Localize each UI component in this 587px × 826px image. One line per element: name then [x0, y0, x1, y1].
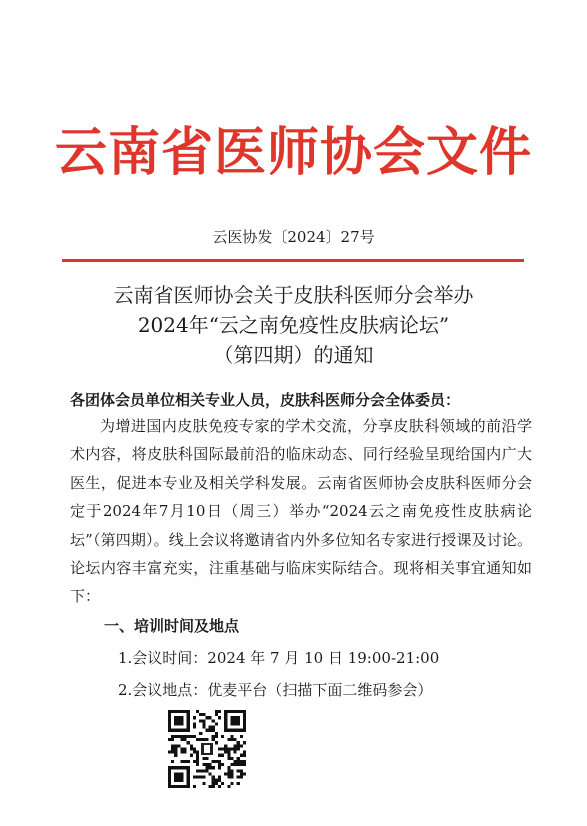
notice-title-line-2: 2024年“云之南免疫性皮肤病论坛”: [137, 313, 450, 337]
salutation: 各团体会员单位相关专业人员，皮肤科医师分会全体委员：: [70, 391, 461, 409]
document-header-title: 云南省医师协会文件: [54, 122, 532, 183]
red-divider: [62, 259, 524, 262]
qr-code-icon[interactable]: [168, 710, 246, 788]
meeting-location: 2.会议地点：优麦平台（扫描下面二维码参会）: [118, 681, 433, 699]
body-paragraph: 为增进国内皮肤免疫专家的学术交流，分享皮肤科领域的前沿学术内容，将皮肤科国际最前沿的临床动态、同行经验呈现给国内广大医生，促进本专业及相关学科发展。云南省医师协会皮肤科医师分会定于2024年7月10日（周三）举办“2024云之南免疫性皮肤病论坛”（第四期）。线上会议将邀请省内外多位知名专家进行授课及讨论。论坛内容丰富充实，注重基础与临床实际结合。现将相关事宜通知如下：: [70, 417, 532, 606]
section-heading-time-place: 一、培训时间及地点: [104, 617, 240, 635]
document-number: 云医协发〔2024〕27号: [212, 228, 375, 246]
notice-title-line-1: 云南省医师协会关于皮肤科医师分会举办: [113, 283, 474, 307]
notice-title: [0, 280, 587, 370]
notice-title-line-3: （第四期）的通知: [213, 343, 374, 367]
meeting-time: 1.会议时间：2024 年 7 月 10 日 19:00-21:00: [118, 649, 440, 667]
